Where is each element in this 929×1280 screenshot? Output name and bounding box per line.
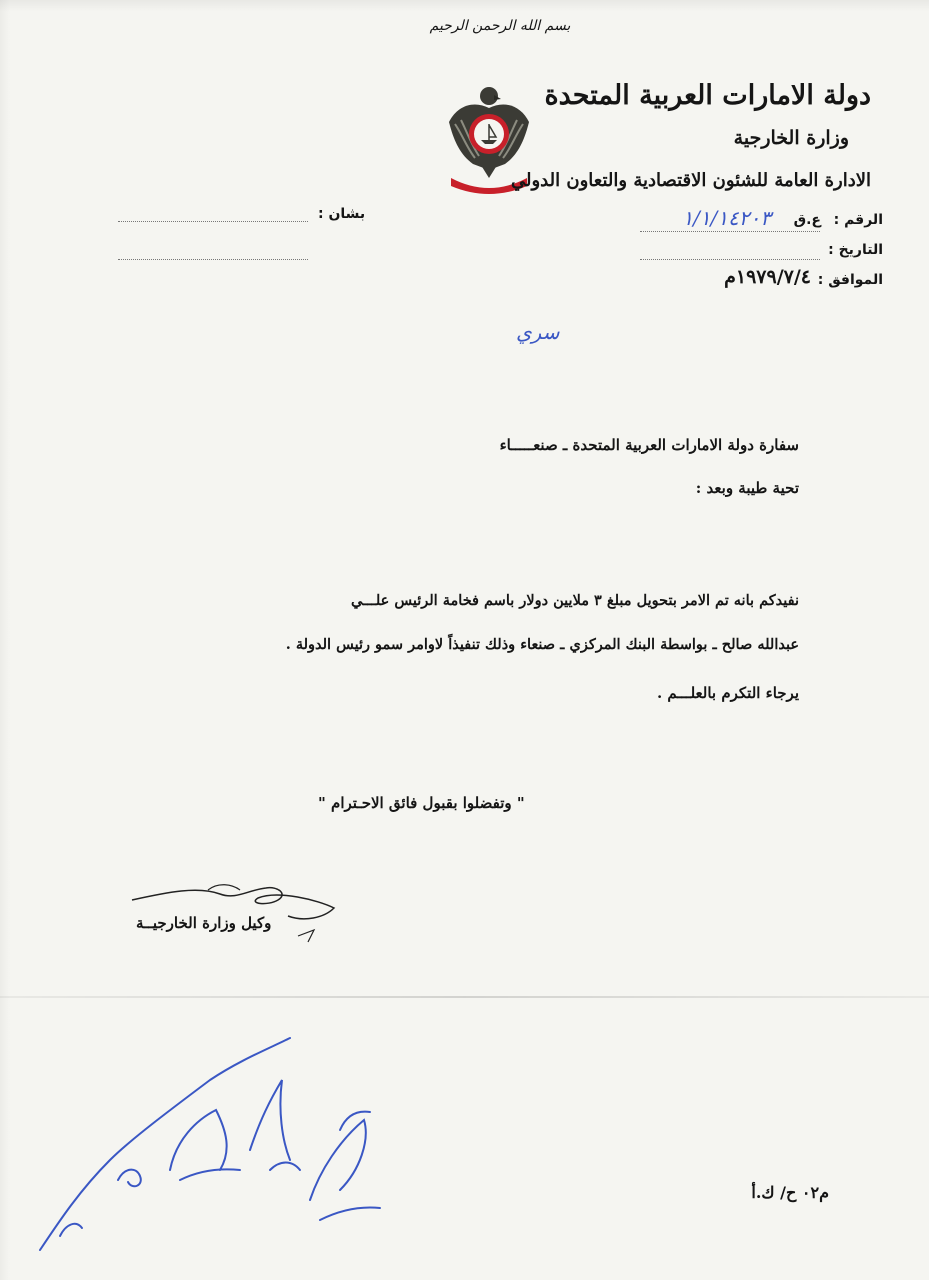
department-title: الادارة العامة للشئون الاقتصادية والتعاون الدولي	[510, 170, 871, 191]
number-dots	[640, 230, 820, 232]
date-label: التاريخ :	[828, 242, 883, 258]
handwritten-signature	[128, 878, 348, 948]
basmala: بسم الله الرحمن الرحيم	[429, 18, 571, 34]
handwritten-annotation	[20, 1020, 400, 1270]
date-dots	[640, 258, 820, 260]
number-value: ١/١/١٤٢٠٣	[682, 206, 771, 230]
paper-fold	[0, 996, 929, 998]
corresponding-label: الموافق :	[817, 272, 883, 288]
body-paragraph-line-1: نفيدكم بانه تم الامر بتحويل مبلغ ٣ ملايين دولار باسم فخامة الرئيس علـــي	[351, 592, 799, 609]
closing-line: " وتفضلوا بقبول فائق الاحـترام "	[318, 794, 525, 812]
ministry-title: وزارة الخارجية	[733, 127, 849, 149]
signature-title: وكيل وزارة الخارجيــة	[136, 914, 272, 932]
reference-code: م٠٢ ح/ ك.أ	[751, 1183, 829, 1202]
greeting: تحية طيبة وبعد :	[695, 479, 799, 497]
body-paragraph-line-2: عبدالله صالح ـ بواسطة البنك المركزي ـ صنعاء وذلك تنفيذاً لاوامر سمو رئيس الدولة .	[285, 636, 799, 653]
request-line: يرجاء التكرم بالعلـــم .	[656, 684, 799, 702]
subject-dots	[118, 220, 308, 222]
subject-dots-2	[118, 258, 308, 260]
number-prefix: ع.ق	[793, 212, 821, 228]
state-title: دولة الامارات العربية المتحدة	[544, 80, 871, 111]
subject-label: بشان :	[318, 206, 366, 222]
number-label: الرقم :	[833, 212, 883, 228]
recipient: سفارة دولة الامارات العربية المتحدة ـ صنعـــــاء	[499, 436, 799, 454]
corresponding-value: ١٩٧٩/٧/٤م	[724, 266, 811, 288]
classification-stamp: سري	[516, 320, 560, 344]
